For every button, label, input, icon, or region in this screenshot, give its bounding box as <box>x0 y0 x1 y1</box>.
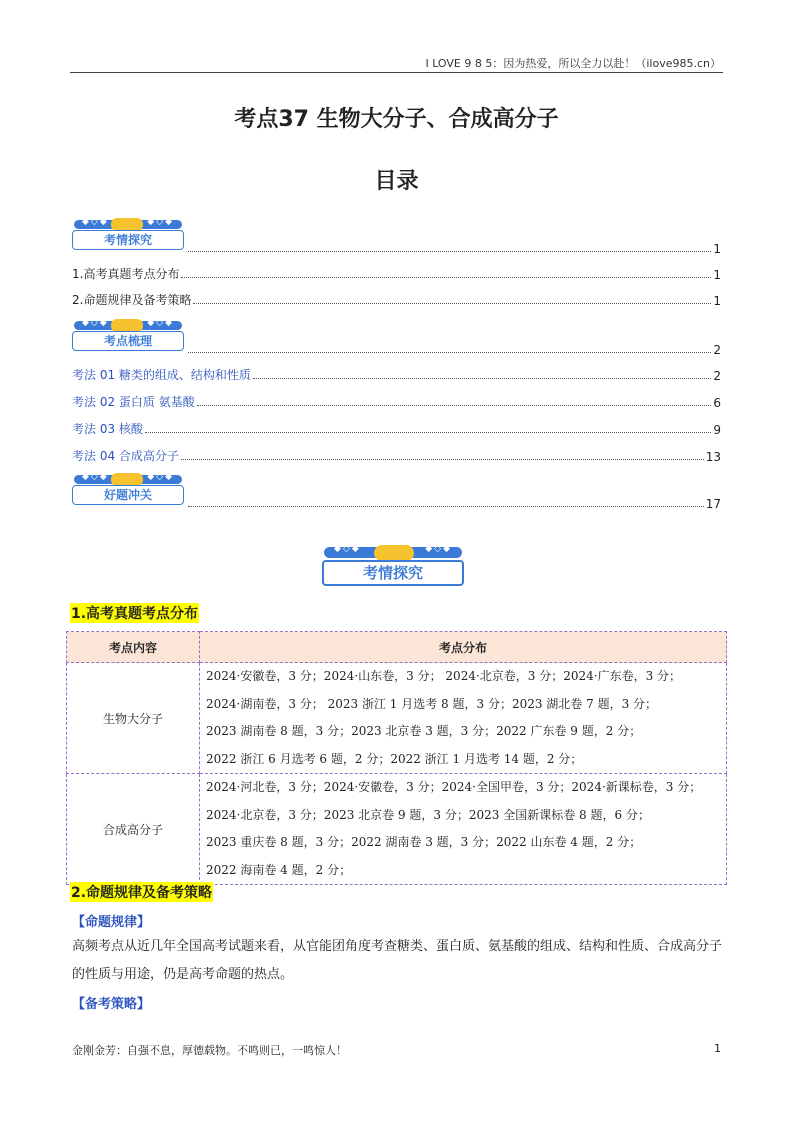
badge-kaoqing-section: ◆◇◆ ◆◇◆ 考情探究 <box>322 545 464 585</box>
content-line: 2024·河北卷，3 分；2024·安徽卷，3 分；2024·全国甲卷，3 分；2024·新课标卷，3 分； <box>206 780 702 794</box>
badge-label: 考情探究 <box>322 560 464 586</box>
leader-dots <box>188 352 711 353</box>
table-header-row <box>67 632 727 663</box>
table-topic-cell: 合成高分子 <box>67 774 200 885</box>
badge-haoti-toc: ◆◇◆ ◆◇◆ 好题冲关 <box>72 473 184 505</box>
header-rule <box>70 72 723 73</box>
badge-label: 考点梳理 <box>72 331 184 351</box>
content-line: 2023 湖南卷 8 题，3 分；2023 北京卷 3 题，3 分；2022 广东卷 9 题，2 分； <box>206 724 642 738</box>
toc-entry[interactable]: 1 <box>186 240 721 256</box>
toc-entry[interactable]: 1.高考真题考点分布 1 <box>72 267 721 282</box>
content-line: 2024·北京卷，3 分；2023 北京卷 9 题，3 分；2023 全国新课标卷 8 题，6 分； <box>206 807 650 822</box>
table-row <box>67 774 727 885</box>
toc-entry[interactable]: 考法 02 蛋白质 氨基酸 6 <box>72 395 721 410</box>
content-line: 2022 浙江 6 月选考 6 题，2 分；2022 浙江 1 月选考 14 题，2 分； <box>206 751 583 766</box>
leader-dots <box>197 405 712 406</box>
leader-dots <box>188 506 704 507</box>
content-line: 2024·湖南卷，3 分； 2023 浙江 1 月选考 8 题，3 分；2023 湖北卷 7 题，3 分； <box>206 696 658 711</box>
badge-label: 考情探究 <box>72 230 184 250</box>
badge-kaodian-toc: ◆◇◆ ◆◇◆ 考点梳理 <box>72 319 184 351</box>
table-content-cell <box>200 774 727 885</box>
toc-entry[interactable]: 2.命题规律及备考策略 1 <box>72 293 721 308</box>
leader-dots <box>181 459 704 460</box>
footer-page-number: 1 <box>714 1042 721 1055</box>
toc-entry[interactable]: 考法 04 合成高分子 13 <box>72 449 721 464</box>
exam-distribution-table <box>66 631 727 885</box>
leader-dots <box>145 432 711 433</box>
page-header: I LOVE 9 8 5：因为热爱，所以全力以赴！（ilove985.cn） <box>425 57 721 70</box>
leader-dots <box>181 277 711 278</box>
toc-entry[interactable]: 考法 01 糖类的组成、结构和性质 2 <box>72 368 721 383</box>
section1-heading: 1.高考真题考点分布 <box>70 603 199 623</box>
table-content-cell <box>200 663 727 774</box>
content-line: 2023 重庆卷 8 题，3 分；2022 湖南卷 3 题，3 分；2022 山东卷 4 题，2 分； <box>206 835 642 849</box>
rule-label: 【命题规律】 <box>72 915 151 930</box>
badge-kaoqing-toc: ◆◇◆ ◆◇◆ 考情探究 <box>72 218 184 250</box>
leader-dots <box>253 378 711 379</box>
strategy-label: 【备考策略】 <box>72 997 151 1012</box>
content-line: 2022 海南卷 4 题，2 分； <box>206 862 352 877</box>
leader-dots <box>188 251 711 252</box>
table-header-cell: 考点内容 <box>67 632 200 663</box>
rule-paragraph: 高频考点从近几年全国高考试题来看，从官能团角度考查糖类、蛋白质、氨基酸的组成、结构和性质、合成高分子的性质与用途，仍是高考命题的热点。 <box>72 939 723 982</box>
toc-entry[interactable]: 考法 03 核酸 9 <box>72 422 721 437</box>
toc-heading: 目录 <box>374 169 419 194</box>
content-line: 2024·安徽卷，3 分；2024·山东卷，3 分； 2024·北京卷，3 分；2024·广东卷，3 分； <box>206 669 682 683</box>
section2-heading: 2.命题规律及备考策略 <box>70 882 213 902</box>
page-title: 考点37 生物大分子、合成高分子 <box>234 107 559 132</box>
toc-entry[interactable]: 17 <box>186 495 721 511</box>
table-topic-cell: 生物大分子 <box>67 663 200 774</box>
badge-label: 好题冲关 <box>72 485 184 505</box>
toc-entry[interactable]: 2 <box>186 341 721 357</box>
footer-motto: 金刚金芳：自强不息，厚德载物。不鸣则已，一鸣惊人！ <box>72 1044 347 1057</box>
table-header-cell: 考点分布 <box>200 632 727 663</box>
leader-dots <box>193 303 711 304</box>
table-row <box>67 663 727 774</box>
